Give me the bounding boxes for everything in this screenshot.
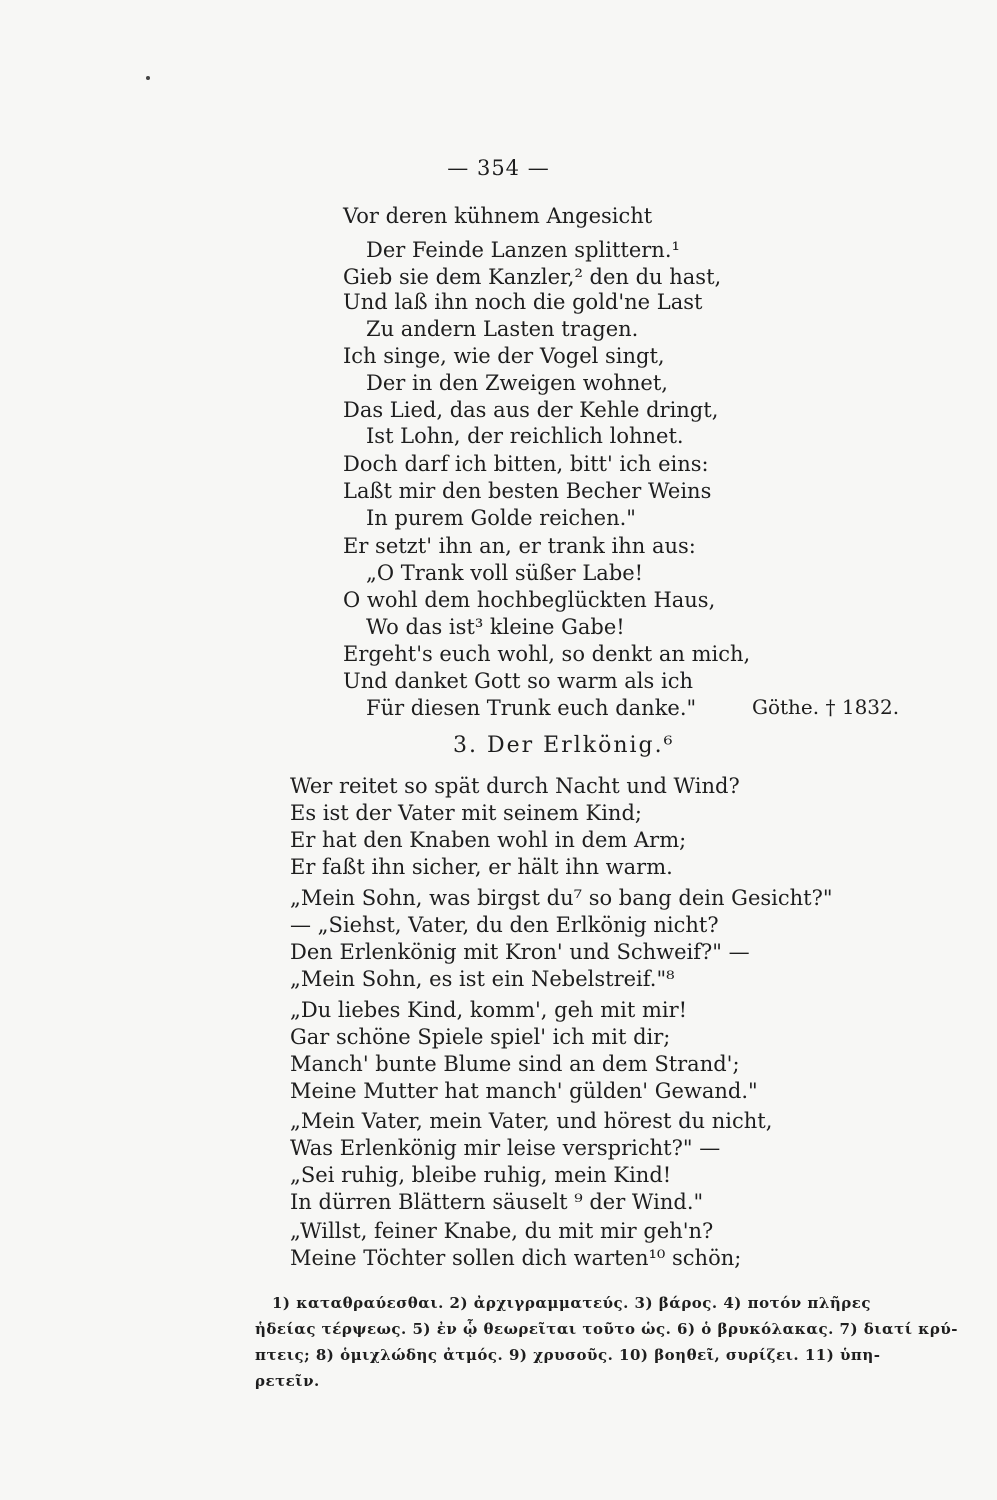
poem-line: Ist Lohn, der reichlich lohnet.	[366, 424, 684, 448]
poem-line: In dürren Blättern säuselt ⁹ der Wind."	[290, 1190, 704, 1214]
poem-line: Der in den Zweigen wohnet,	[366, 371, 668, 395]
poem-line: Was Erlenkönig mir leise verspricht?" —	[290, 1136, 721, 1160]
poem-line: Ergeht's euch wohl, so denkt an mich,	[343, 642, 751, 666]
poem-line: — „Siehst, Vater, du den Erlkönig nicht?	[290, 913, 719, 937]
poem-line: Gar schöne Spiele spiel' ich mit dir;	[290, 1025, 671, 1049]
poem-line: „Mein Vater, mein Vater, und hörest du nicht,	[290, 1109, 773, 1133]
poem-line: Meine Mutter hat manch' gülden' Gewand."	[290, 1079, 758, 1103]
poem-line: Er faßt ihn sicher, er hält ihn warm.	[290, 855, 673, 879]
poem-line: Er hat den Knaben wohl in dem Arm;	[290, 828, 687, 852]
poem-line: Und laß ihn noch die gold'ne Last	[343, 290, 703, 314]
footnote-line: 1) καταθραύεσθαι. 2) ἀρχιγραμματεύς. 3) βάρος. 4) ποτόν πλῆρες	[272, 1294, 871, 1312]
poem-line: Es ist der Vater mit seinem Kind;	[290, 801, 642, 825]
poem-line: Das Lied, das aus der Kehle dringt,	[343, 398, 719, 422]
poem-line: Ich singe, wie der Vogel singt,	[343, 344, 665, 368]
poem-line: Meine Töchter sollen dich warten¹⁰ schön;	[290, 1246, 742, 1270]
poem-line: „Mein Sohn, es ist ein Nebelstreif."⁸	[290, 967, 675, 991]
poem-line: Und danket Gott so warm als ich	[343, 669, 693, 693]
footnote-line: ἡδείας τέρψεως. 5) ἐν ᾧ θεωρεῖται τοῦτο ὡς. 6) ὁ βρυκόλακας. 7) διατί κρύ-	[255, 1320, 959, 1338]
poem-line: In purem Golde reichen."	[366, 506, 636, 530]
poem-line: O wohl dem hochbeglückten Haus,	[343, 588, 716, 612]
page-number: — 354 —	[447, 156, 550, 180]
poem-line: Wer reitet so spät durch Nacht und Wind?	[290, 774, 740, 798]
poem-line: „O Trank voll süßer Labe!	[366, 561, 644, 585]
footnote-line: ρετεῖν.	[255, 1372, 320, 1390]
poem-line: Gieb sie dem Kanzler,² den du hast,	[343, 265, 722, 289]
poem-line: Den Erlenkönig mit Kron' und Schweif?" —	[290, 940, 750, 964]
poem-line: Laßt mir den besten Becher Weins	[343, 479, 712, 503]
poem-line: Er setzt' ihn an, er trank ihn aus:	[343, 534, 696, 558]
poem-line: „Willst, feiner Knabe, du mit mir geh'n?	[290, 1219, 714, 1243]
poem-line: Der Feinde Lanzen splittern.¹	[366, 238, 680, 262]
poem-line: Für diesen Trunk euch danke."	[366, 696, 697, 720]
poem-heading: 3. Der Erlkönig.⁶	[453, 733, 675, 758]
footnote-line: πτεις; 8) ὁμιχλώδης ἀτμός. 9) χρυσοῦς. 10) βοηθεῖ, συρίζει. 11) ὑπη-	[255, 1346, 881, 1364]
poem-line: Zu andern Lasten tragen.	[366, 317, 639, 341]
poem-line: Wo das ist³ kleine Gabe!	[366, 615, 625, 639]
author-signature: Göthe. † 1832.	[752, 695, 900, 719]
poem-line: „Du liebes Kind, komm', geh mit mir!	[290, 998, 688, 1022]
poem-line: Vor deren kühnem Angesicht	[343, 204, 653, 228]
poem-line: „Sei ruhig, bleibe ruhig, mein Kind!	[290, 1163, 672, 1187]
poem-line: Manch' bunte Blume sind an dem Strand';	[290, 1052, 740, 1076]
poem-line: Doch darf ich bitten, bitt' ich eins:	[343, 452, 709, 476]
poem-line: „Mein Sohn, was birgst du⁷ so bang dein Gesicht?"	[290, 886, 833, 910]
page-speck	[146, 76, 150, 80]
